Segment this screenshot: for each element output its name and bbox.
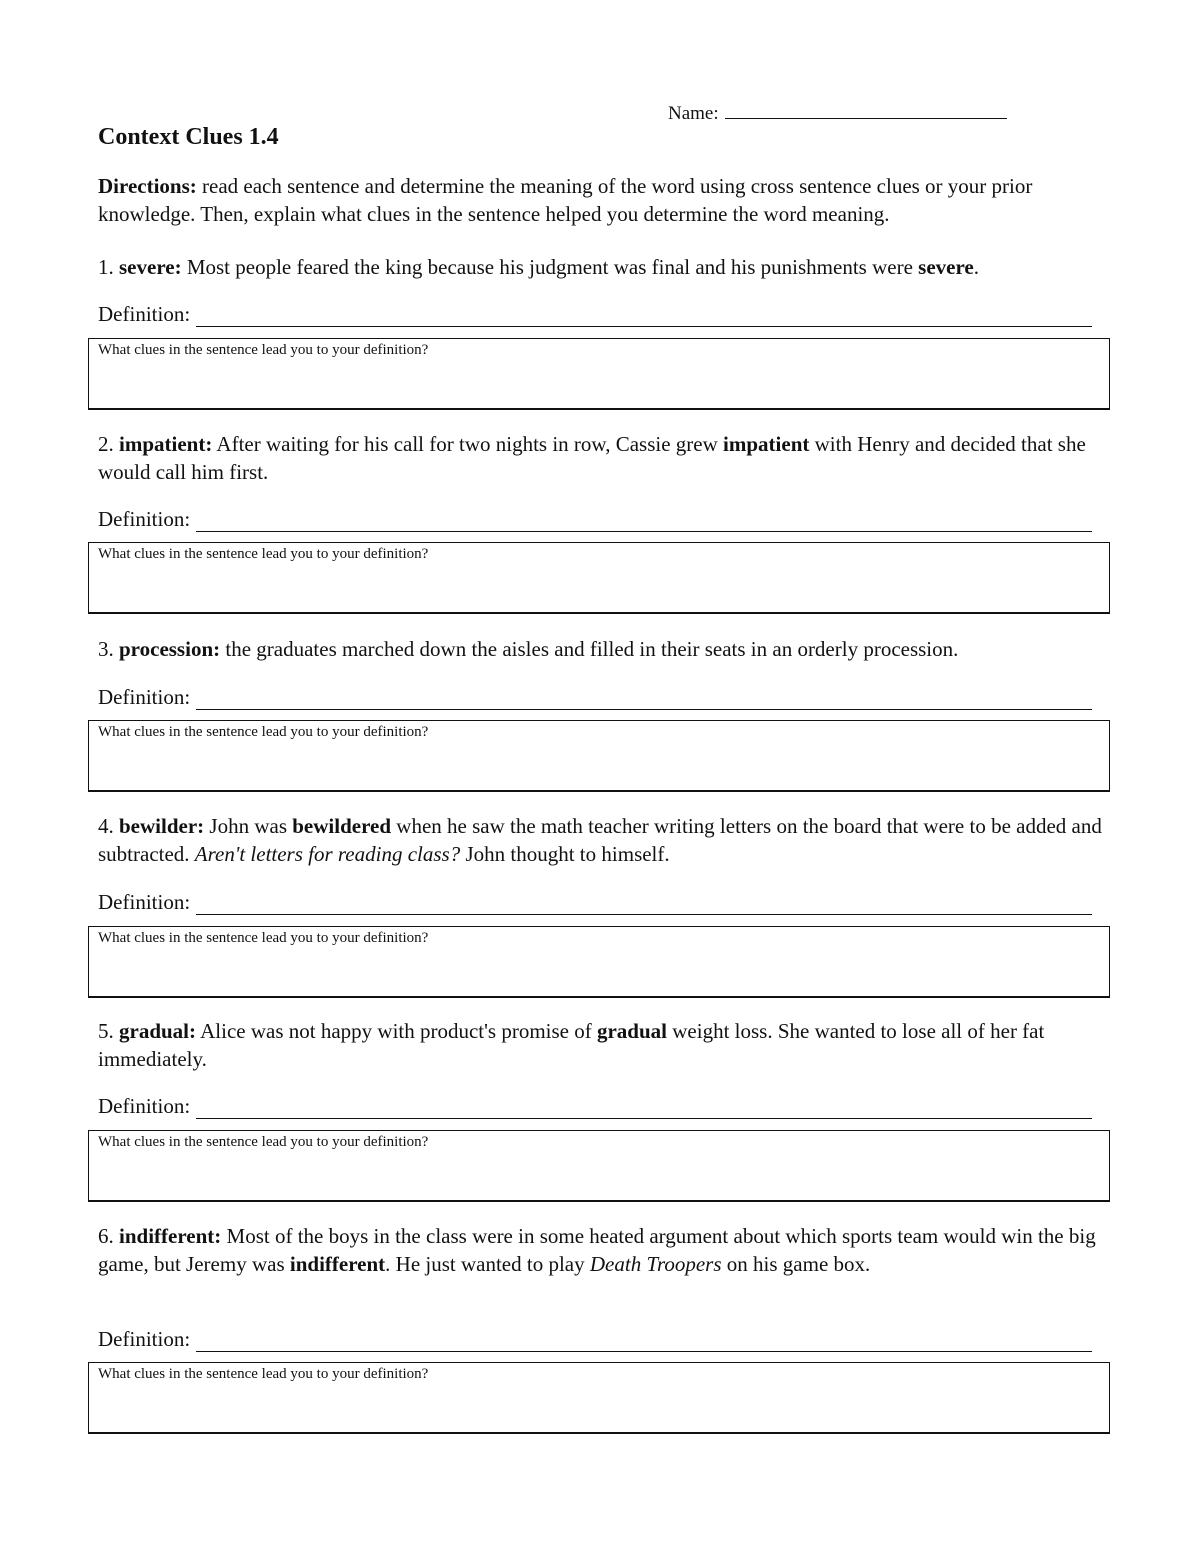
page-title: Context Clues 1.4 bbox=[98, 124, 279, 150]
question-number: 6. bbox=[98, 1224, 114, 1248]
emphasized-word: gradual bbox=[596, 1019, 667, 1043]
question-word: gradual: bbox=[119, 1019, 197, 1043]
emphasized-word: impatient bbox=[723, 432, 810, 456]
clue-prompt: What clues in the sentence lead you to your definition? bbox=[98, 724, 429, 740]
definition-line-3[interactable] bbox=[98, 685, 1092, 710]
question-2: 2. impatient: After waiting for his call for two nights in row, Cassie grew impatient with Henry and decided that she would call him first. bbox=[98, 432, 1086, 484]
clue-box-3[interactable] bbox=[88, 720, 1110, 792]
definition-blank[interactable] bbox=[196, 687, 1092, 710]
question-word: procession: bbox=[119, 637, 221, 661]
question-word: impatient: bbox=[119, 432, 213, 456]
directions bbox=[98, 172, 1108, 228]
definition-label: Definition: bbox=[98, 507, 191, 531]
definition-label: Definition: bbox=[98, 1327, 191, 1351]
clue-prompt: What clues in the sentence lead you to your definition? bbox=[98, 1366, 429, 1382]
directions-text: read each sentence and determine the meaning of the word using cross sentence clues or your prior knowledge. Then, explain what clues in the sentence helped you determine the word meaning. bbox=[98, 174, 1033, 226]
definition-blank[interactable] bbox=[196, 304, 1092, 327]
clue-box-5[interactable] bbox=[88, 1130, 1110, 1202]
definition-blank[interactable] bbox=[196, 1329, 1092, 1352]
name-field[interactable] bbox=[668, 100, 1007, 125]
definition-label: Definition: bbox=[98, 1094, 191, 1118]
definition-line-6[interactable] bbox=[98, 1327, 1092, 1352]
definition-label: Definition: bbox=[98, 302, 191, 326]
question-number: 5. bbox=[98, 1019, 114, 1043]
question-word: severe: bbox=[119, 255, 182, 279]
italic-phrase: Aren't letters for reading class? bbox=[194, 841, 461, 866]
question-4: 4. bewilder: John was bewildered when he saw the math teacher writing letters on the board that were to be added and subtracted. Aren't letters for reading class? John thought to himself. bbox=[98, 814, 1102, 866]
definition-line-2[interactable] bbox=[98, 507, 1092, 532]
question-5: 5. gradual: Alice was not happy with product's promise of gradual weight loss. She wanted to lose all of her fat immediately. bbox=[98, 1019, 1045, 1071]
question-number: 4. bbox=[98, 814, 114, 838]
directions-label: Directions: bbox=[98, 174, 197, 198]
question-word: bewilder: bbox=[119, 814, 205, 838]
clue-prompt: What clues in the sentence lead you to your definition? bbox=[98, 342, 429, 358]
italic-phrase: Death Troopers bbox=[589, 1251, 722, 1276]
name-blank[interactable] bbox=[725, 100, 1007, 119]
definition-blank[interactable] bbox=[196, 509, 1092, 532]
question-number: 2. bbox=[98, 432, 114, 456]
definition-blank[interactable] bbox=[196, 892, 1092, 915]
definition-line-5[interactable] bbox=[98, 1094, 1092, 1119]
definition-blank[interactable] bbox=[196, 1096, 1092, 1119]
clue-box-1[interactable] bbox=[88, 338, 1110, 410]
name-label: Name: bbox=[668, 103, 719, 124]
question-number: 3. bbox=[98, 637, 114, 661]
clue-box-6[interactable] bbox=[88, 1362, 1110, 1434]
question-6: 6. indifferent: Most of the boys in the class were in some heated argument about which sports team would win the big game, but Jeremy was indifferent. He just wanted to play Death Troopers on his game box. bbox=[98, 1224, 1096, 1276]
definition-line-1[interactable] bbox=[98, 302, 1092, 327]
definition-label: Definition: bbox=[98, 890, 191, 914]
question-3: 3. procession: the graduates marched down the aisles and filled in their seats in an orderly procession. bbox=[98, 637, 959, 661]
question-1: 1. severe: Most people feared the king because his judgment was final and his punishments were severe. bbox=[98, 255, 979, 279]
clue-box-2[interactable] bbox=[88, 542, 1110, 614]
emphasized-word: bewildered bbox=[292, 814, 392, 838]
emphasized-word: indifferent bbox=[289, 1251, 386, 1276]
clue-box-4[interactable] bbox=[88, 926, 1110, 998]
emphasized-word: severe bbox=[918, 255, 974, 279]
definition-label: Definition: bbox=[98, 685, 191, 709]
clue-prompt: What clues in the sentence lead you to your definition? bbox=[98, 930, 429, 946]
question-word: indifferent: bbox=[119, 1224, 222, 1248]
clue-prompt: What clues in the sentence lead you to your definition? bbox=[98, 1134, 429, 1150]
definition-line-4[interactable] bbox=[98, 890, 1092, 915]
clue-prompt: What clues in the sentence lead you to your definition? bbox=[98, 546, 429, 562]
question-number: 1. bbox=[98, 255, 114, 279]
